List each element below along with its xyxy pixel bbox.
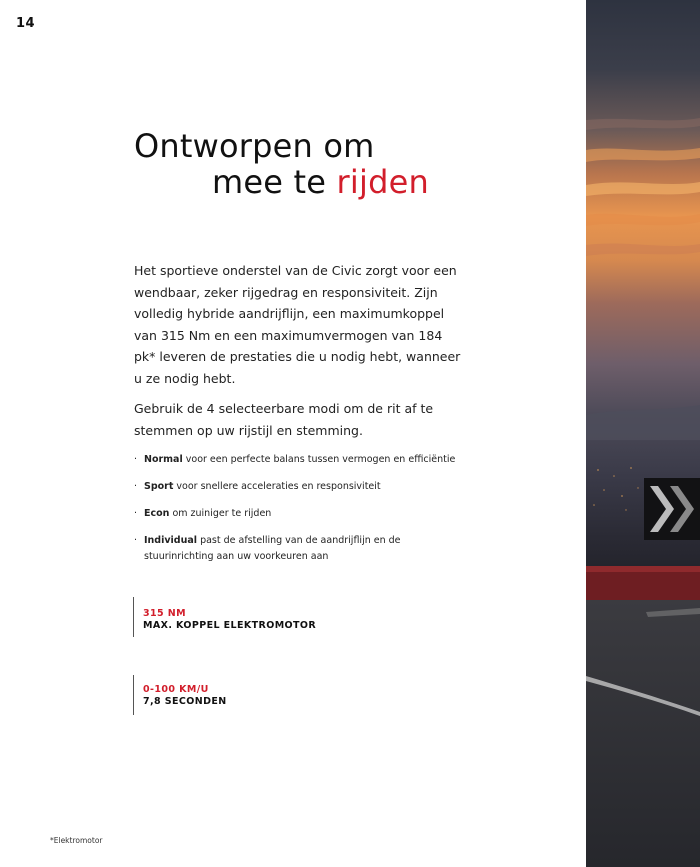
stat-label: MAX. KOPPEL ELEKTROMOTOR [143,620,317,631]
headline-line-2 [134,164,429,200]
headline [134,128,429,200]
stat-label: 7,8 SECONDEN [143,696,227,707]
mode-name: Sport [144,481,174,492]
bullet-icon: · [134,481,138,492]
mode-name: Econ [144,508,170,519]
stat-value: 315 NM [143,608,186,619]
bullet-icon: · [134,535,138,546]
mode-name: Normal [144,454,183,465]
sunset-road-photo [586,0,700,867]
headline-accent-word: rijden [336,163,429,201]
list-item-mode-econ [134,506,464,522]
mode-description: voor een perfecte balans tussen vermogen en efficiëntie [182,454,456,465]
drive-modes-list [134,452,464,576]
mode-name: Individual [144,535,198,546]
photo-illustration [586,0,700,867]
page-number: 14 [16,16,36,31]
headline-line-1: Ontworpen om [134,127,375,165]
list-item-mode-sport [134,479,464,495]
modes-intro-paragraph: Gebruik de 4 selecteerbare modi om de rit af te stemmen op uw rijstijl en stemming. [134,401,434,438]
mode-description: om zuiniger te rijden [169,508,272,519]
bullet-icon: · [134,454,138,465]
stat-torque [133,597,316,637]
stat-acceleration [133,675,227,715]
list-item-mode-normal [134,452,464,468]
mode-description: voor snellere acceleraties en responsiviteit [173,481,381,492]
mode-description: past de afstelling van de aandrijflijn en de stuurinrichting aan uw voorkeuren aan [144,535,401,562]
list-item-mode-individual [134,533,464,565]
intro-paragraph: Het sportieve onderstel van de Civic zorgt voor een wendbaar, zeker rijgedrag en responsiviteit. Zijn volledig hybride aandrijflijn, een maximumkoppel van 315 Nm en een maximumvermogen van 184 pk* leveren de prestaties die u nodig hebt, wanneer u ze nodig hebt. [134,263,461,386]
bullet-icon: · [134,508,138,519]
stat-value: 0-100 KM/U [143,684,209,695]
footnote: *Elektromotor [50,836,103,845]
headline-line-2-prefix: mee te [212,163,337,201]
